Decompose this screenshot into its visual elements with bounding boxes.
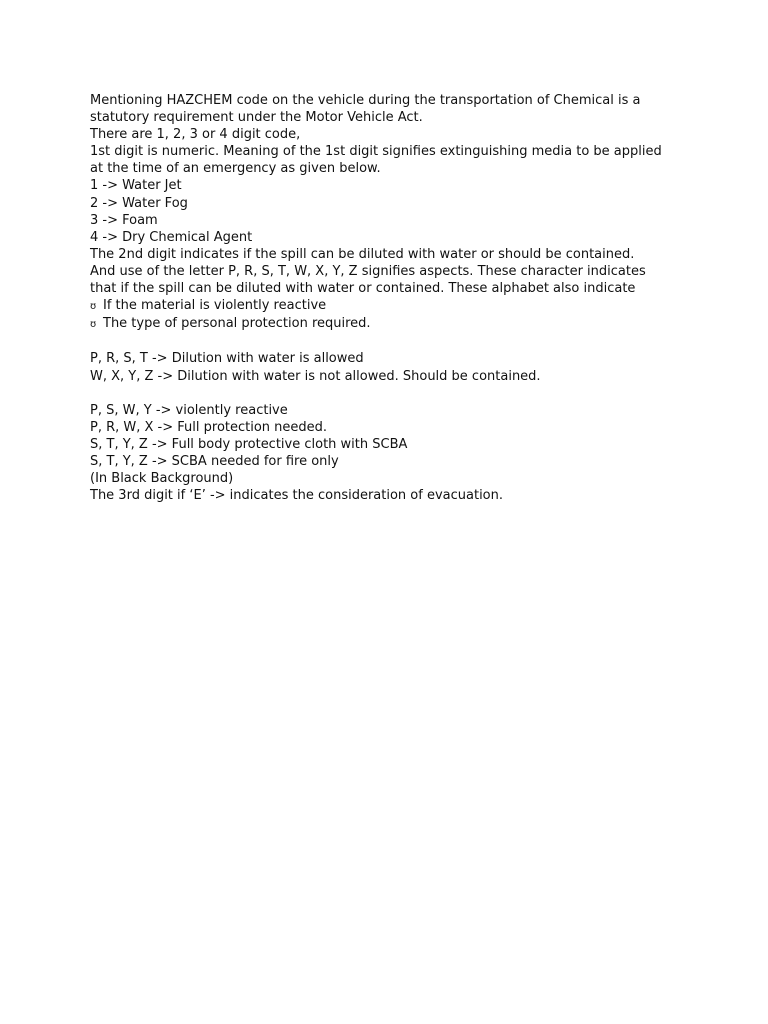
paragraph-line: that if the spill can be diluted with water or contained. These alphabet also indicate xyxy=(90,281,636,297)
protection-rule-line: P, S, W, Y -> violently reactive xyxy=(90,402,288,418)
media-list-item: 4 -> Dry Chemical Agent xyxy=(90,229,253,245)
media-list-item: 3 -> Foam xyxy=(90,212,158,228)
paragraph-line: And use of the letter P, R, S, T, W, X, Y, Z signifies aspects. These character indicates xyxy=(90,263,646,279)
paragraph-line: Mentioning HAZCHEM code on the vehicle during the transportation of Chemical is a xyxy=(90,93,641,108)
bullet-icon: ʊ xyxy=(90,319,97,331)
bullet-text: If the material is violently reactive xyxy=(103,298,327,314)
dilution-rule-line: W, X, Y, Z -> Dilution with water is not allowed. Should be contained. xyxy=(90,368,541,384)
protection-rule-line: S, T, Y, Z -> SCBA needed for fire only xyxy=(90,453,339,469)
protection-rule-line: S, T, Y, Z -> Full body protective cloth with SCBA xyxy=(90,436,408,452)
blank-line xyxy=(90,385,690,402)
paragraph-line: The 3rd digit if ‘E’ -> indicates the consideration of evacuation. xyxy=(90,488,504,504)
paragraph-line: statutory requirement under the Motor Vehicle Act. xyxy=(90,110,423,126)
paragraph-line: at the time of an emergency as given below. xyxy=(90,161,381,177)
bullet-icon: ʊ xyxy=(90,301,97,313)
blank-line xyxy=(90,333,690,350)
paragraph-line: 1st digit is numeric. Meaning of the 1st digit signifies extinguishing media to be applied xyxy=(90,144,662,160)
document-body xyxy=(90,92,690,504)
media-list-item: 2 -> Water Fog xyxy=(90,195,188,211)
paragraph-line: (In Black Background) xyxy=(90,471,234,487)
bullet-list-item xyxy=(90,315,690,333)
paragraph-line: The 2nd digit indicates if the spill can be diluted with water or should be contained. xyxy=(90,246,635,262)
bullet-text: The type of personal protection required. xyxy=(103,316,371,332)
bullet-list-item xyxy=(90,297,690,315)
paragraph-line: There are 1, 2, 3 or 4 digit code, xyxy=(90,127,301,143)
dilution-rule-line: P, R, S, T -> Dilution with water is allowed xyxy=(90,351,364,367)
protection-rule-line: P, R, W, X -> Full protection needed. xyxy=(90,419,328,435)
media-list-item: 1 -> Water Jet xyxy=(90,178,182,194)
